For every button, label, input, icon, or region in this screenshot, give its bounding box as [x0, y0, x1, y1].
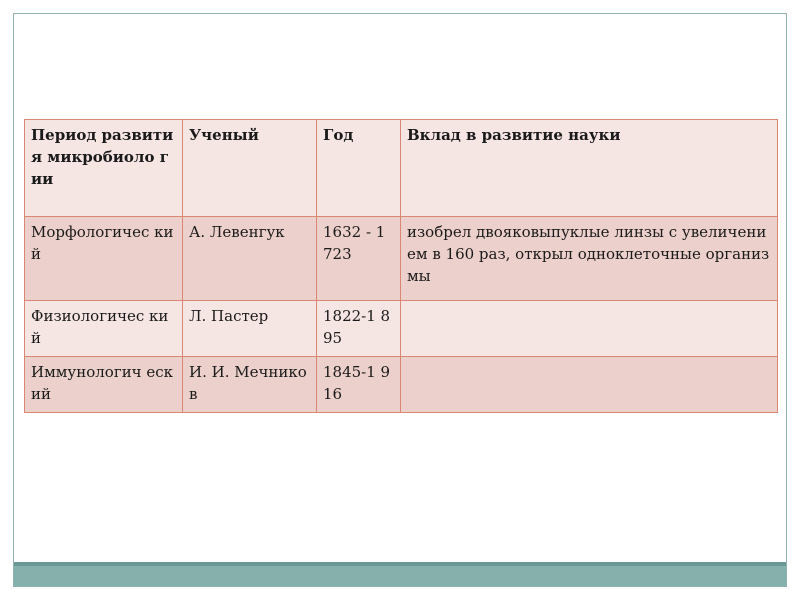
- cell-scientist: И. И. Мечников: [183, 357, 317, 413]
- slide: [13, 13, 787, 587]
- cell-year: 1822-1 895: [317, 301, 401, 357]
- cell-scientist: А. Левенгук: [183, 217, 317, 301]
- cell-year: 1845-1 916: [317, 357, 401, 413]
- cell-contribution: [401, 301, 778, 357]
- cell-period: Физиологичес кий: [25, 301, 183, 357]
- cell-period: Морфологичес кий: [25, 217, 183, 301]
- table-row: [25, 357, 778, 413]
- cell-contribution: [401, 357, 778, 413]
- footer-band: [14, 562, 786, 586]
- table-row: [25, 301, 778, 357]
- header-year: Год: [317, 120, 401, 217]
- table-header-row: [25, 120, 778, 217]
- header-period: Период развития микробиоло гии: [25, 120, 183, 217]
- cell-contribution: изобрел двояковыпуклые линзы с увеличением в 160 раз, открыл одноклеточные организмы: [401, 217, 778, 301]
- cell-scientist: Л. Пастер: [183, 301, 317, 357]
- cell-period: Иммунологич еский: [25, 357, 183, 413]
- table-row: [25, 217, 778, 301]
- science-history-table: [24, 119, 778, 413]
- header-scientist: Ученый: [183, 120, 317, 217]
- cell-year: 1632 - 1723: [317, 217, 401, 301]
- header-contribution: Вклад в развитие науки: [401, 120, 778, 217]
